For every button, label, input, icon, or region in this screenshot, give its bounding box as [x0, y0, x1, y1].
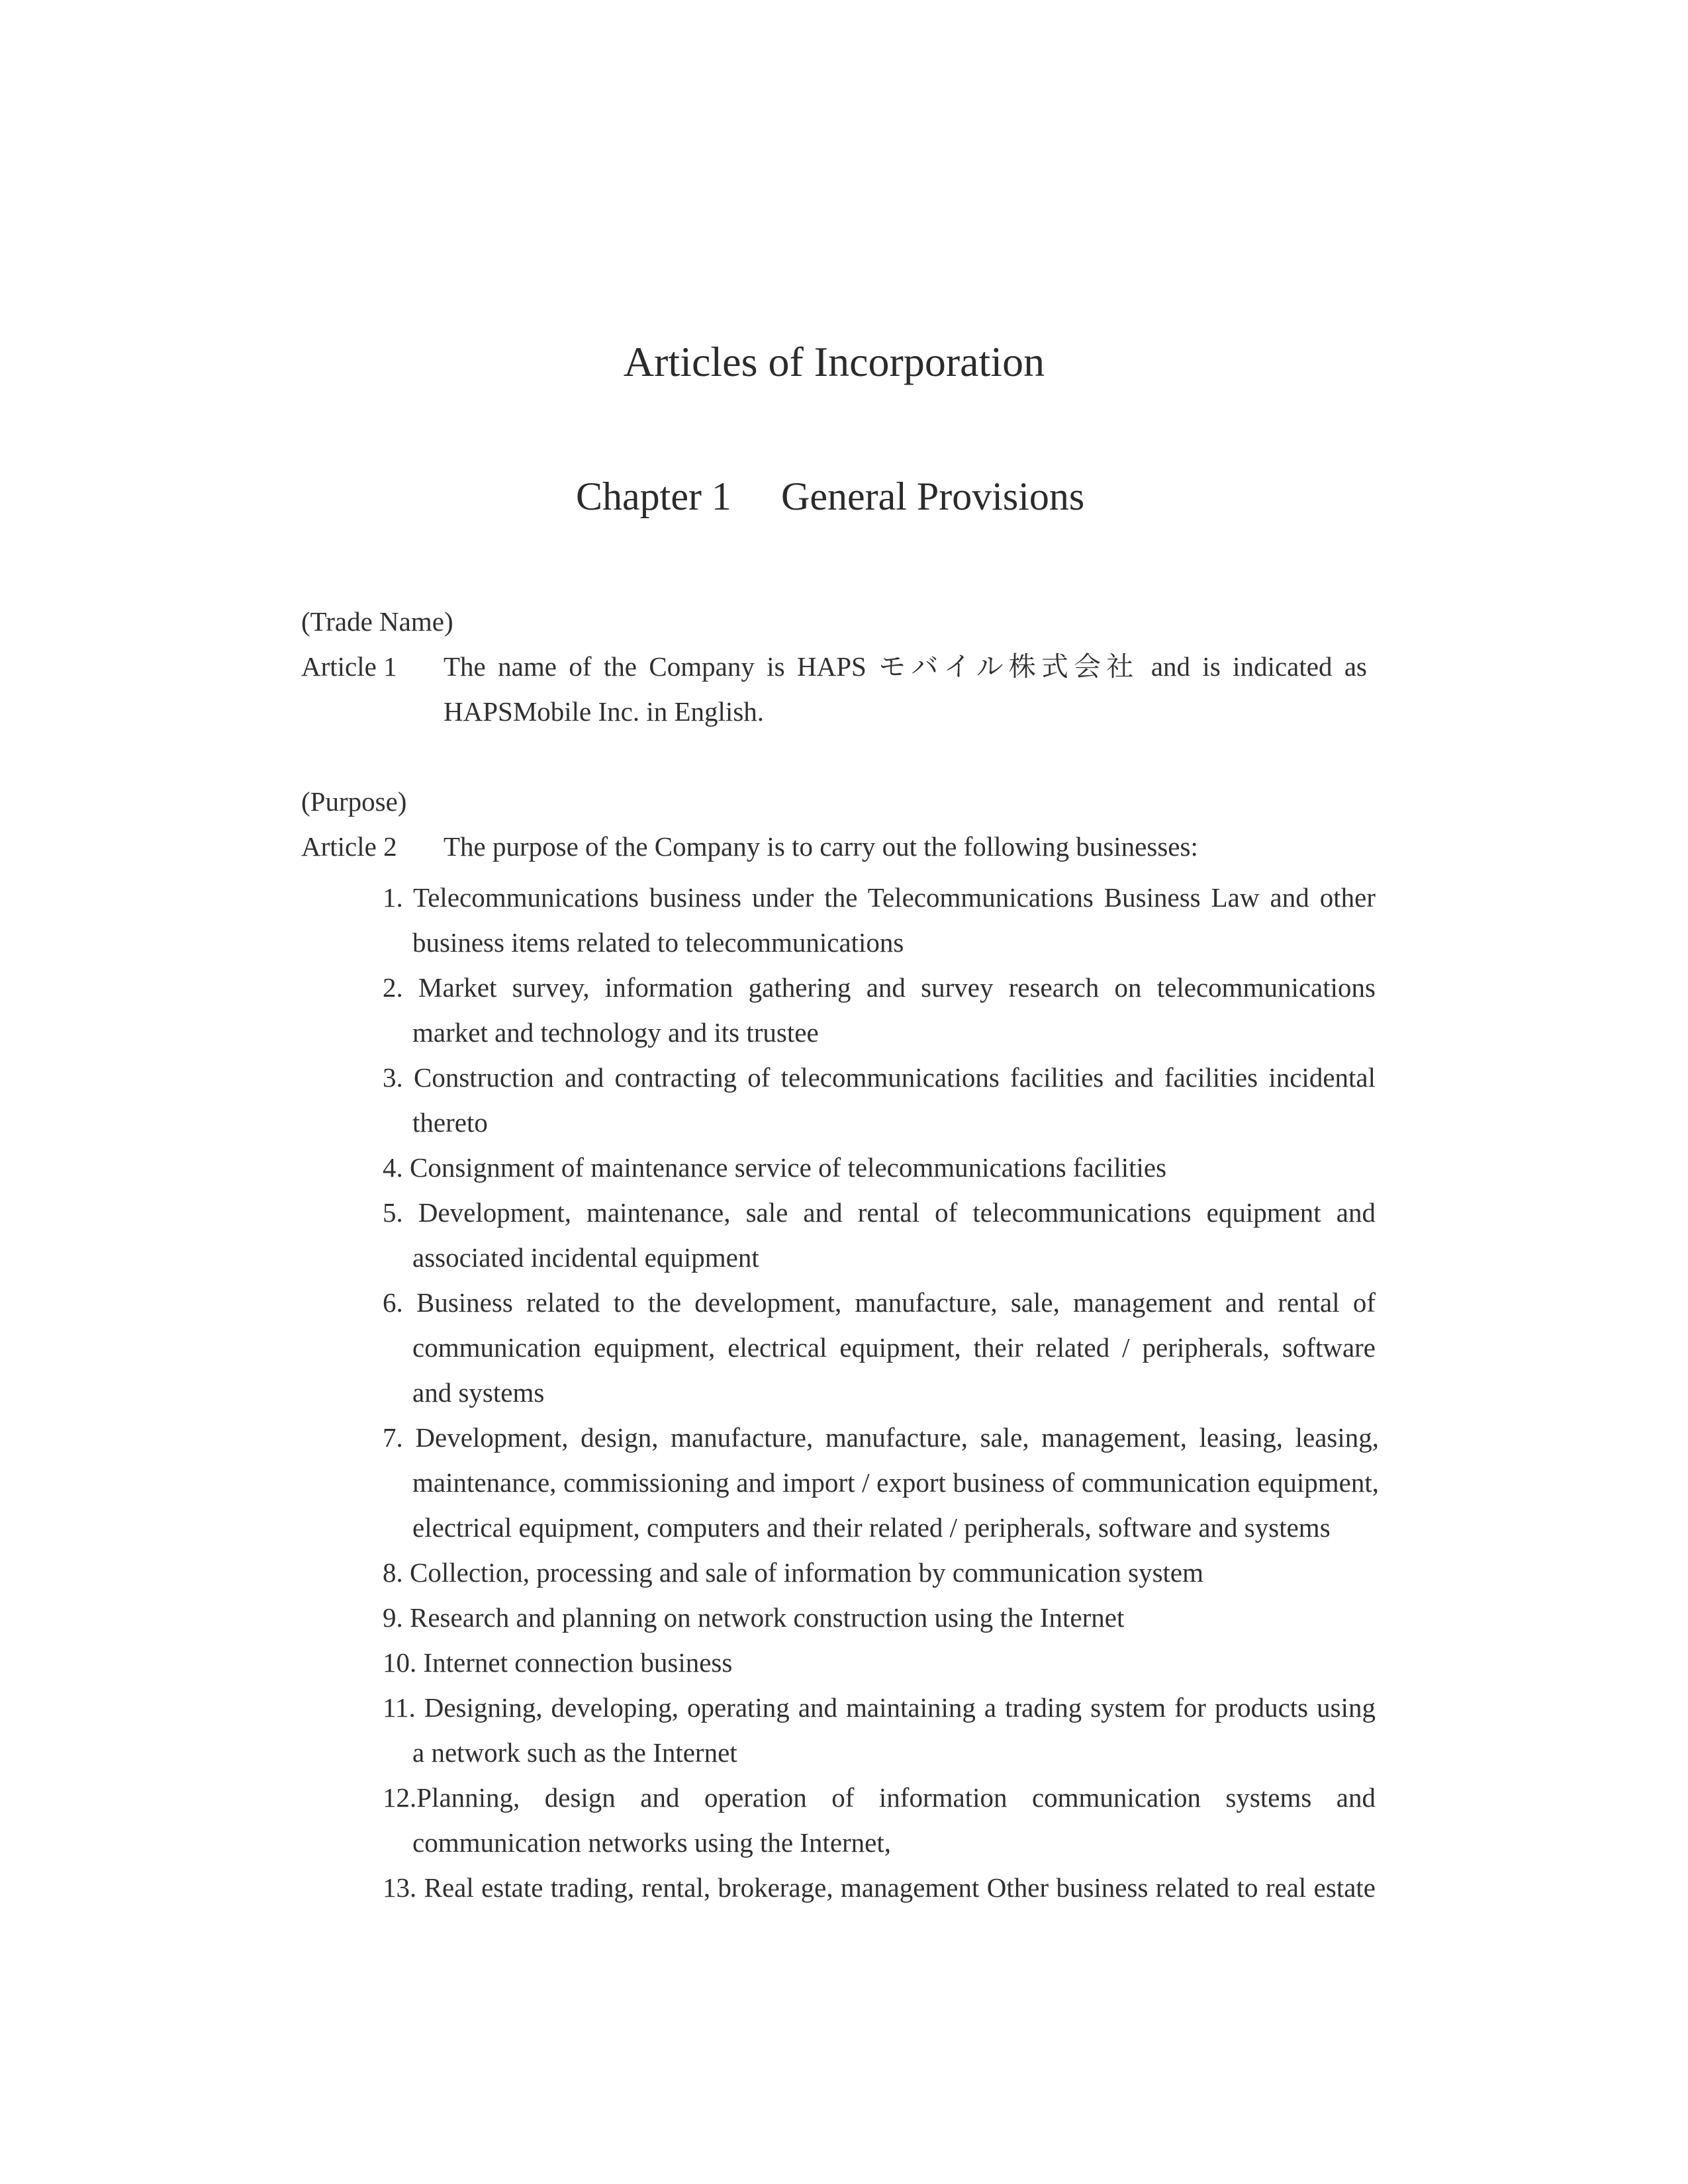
purpose-item-10 [383, 1640, 1376, 1685]
purpose-item-4 [383, 1145, 1376, 1190]
article-2-label: Article 2 [301, 831, 397, 862]
purpose-item-cont-2: and systems [412, 1377, 545, 1408]
purpose-item-cont: a network such as the Internet [412, 1737, 737, 1768]
purpose-item-text: 7. Development, design, manufacture, manufacture, sale, management, leasing, leasing, [383, 1422, 1379, 1453]
document-title: Articles of Incorporation [623, 338, 1045, 385]
purpose-item-text: 1. Telecommunications business under the Telecommunications Business Law and other [383, 882, 1376, 913]
purpose-item-3 [383, 1055, 1376, 1145]
purpose-item-1 [383, 875, 1376, 965]
purpose-item-cont: business items related to telecommunications [412, 927, 904, 958]
purpose-item-cont: maintenance, commissioning and import / export business of communication equipment, [412, 1467, 1379, 1498]
purpose-item-text: 10. Internet connection business [383, 1647, 733, 1678]
article-1-label: Article 1 [301, 651, 397, 682]
article-2-intro-line: The purpose of the Company is to carry out the following businesses: [444, 831, 1198, 862]
chapter-heading [576, 477, 1084, 516]
purpose-item-text: 6. Business related to the development, manufacture, sale, management and rental of [383, 1287, 1376, 1318]
article-1-line-1: The name of the Company is HAPS モバイル株式会社 and is indicated as [444, 651, 1367, 682]
section-heading-trade-name: (Trade Name) [301, 606, 453, 637]
purpose-item-13 [383, 1865, 1376, 1910]
purpose-item-11 [383, 1685, 1376, 1775]
article-2-intro [444, 831, 1367, 863]
purpose-item-2 [383, 965, 1376, 1055]
purpose-item-cont: communication equipment, electrical equipment, their related / peripherals, software [412, 1332, 1376, 1363]
purpose-item-text: 12.Planning, design and operation of information communication systems and [383, 1782, 1376, 1813]
purpose-item-7 [383, 1415, 1379, 1550]
purpose-item-cont: thereto [412, 1107, 488, 1138]
purpose-item-12 [383, 1775, 1376, 1865]
purpose-item-cont: market and technology and its trustee [412, 1017, 819, 1048]
article-1-text-cont [444, 696, 1367, 728]
purpose-item-5 [383, 1190, 1376, 1280]
purpose-item-text: 11. Designing, developing, operating and maintaining a trading system for products using [383, 1692, 1376, 1723]
purpose-item-text: 3. Construction and contracting of telecommunications facilities and facilities incidental [383, 1062, 1376, 1093]
chapter-name: General Provisions [781, 475, 1085, 518]
article-1-text [444, 651, 1367, 683]
purpose-item-text: 4. Consignment of maintenance service of telecommunications facilities [383, 1152, 1167, 1183]
chapter-number: Chapter 1 [576, 475, 731, 518]
purpose-item-cont: associated incidental equipment [412, 1242, 759, 1273]
purpose-item-9 [383, 1595, 1376, 1640]
purpose-item-8 [383, 1550, 1376, 1595]
purpose-item-text: 13. Real estate trading, rental, brokerage, management Other business related to real estate [383, 1872, 1376, 1903]
purpose-item-6 [383, 1280, 1376, 1415]
purpose-item-cont: communication networks using the Internet, [412, 1827, 892, 1858]
purpose-item-cont-2: electrical equipment, computers and their related / peripherals, software and systems [412, 1512, 1331, 1543]
article-1-line-2: HAPSMobile Inc. in English. [444, 696, 765, 727]
purpose-item-text: 2. Market survey, information gathering and survey research on telecommunications [383, 972, 1376, 1003]
section-heading-purpose: (Purpose) [301, 786, 407, 817]
purpose-item-text: 8. Collection, processing and sale of information by communication system [383, 1557, 1204, 1588]
purpose-item-text: 9. Research and planning on network construction using the Internet [383, 1602, 1125, 1633]
purpose-item-text: 5. Development, maintenance, sale and rental of telecommunications equipment and [383, 1197, 1376, 1228]
